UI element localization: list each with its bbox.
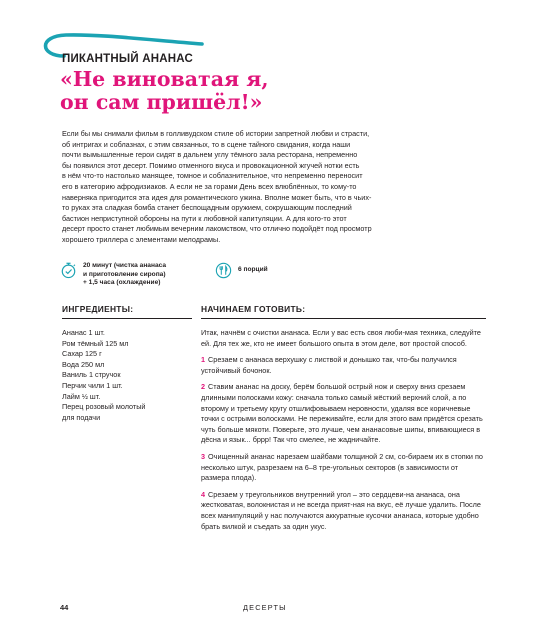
step-text: Срезаем с ананаса верхушку с листвой и донышко так, что-бы получился устойчивый бочонок. [201,355,457,375]
step-text: Срезаем у треугольников внутренний угол – это сердцеви-на ананаса, она жестковатая, волокнистая и не всегда прият-ная на вкус, её лучше удалить. После всех манипуляций у нас получаются аккуратные кусочки ананаса, которые удобно брать вилкой и съедать за один укус. [201,489,481,531]
intro-line: об интригах и соблазнах, с этим связанных, то в сцене тайного свидания, когда наши [62,139,351,149]
method-step [201,490,486,532]
ingredient-item: Лайм ½ шт. [62,391,101,401]
method-step [201,382,486,446]
method-section [201,304,486,538]
cooking-time-text: 20 минут (чистка ананаса и приготовление сиропа) + 1,5 часа (охлаждение) [83,262,167,287]
cooking-time [60,262,166,288]
step-text: Ставим ананас на доску, берём большой острый нож и сверху вниз срезаем длинными полосками кожу: сначала только самый жёсткий верхний слой, а по второму и третьему кругу отшлифовываем неровности, удаляя все коричневые точки с острыми волосками. Не переживайте, если для этого вам придётся срезать чуть больше мякоти. Поверьте, это лучше, чем ананасовые шипы, впивающиеся в дёсна и язык... бррр! Так что смелее, не жадничайте. [201,382,483,445]
step-number: 3 [201,451,206,461]
title-line-2: он сам пришёл!» [60,90,263,114]
ingredient-item: Ром тёмный 125 мл [62,338,129,348]
ingredient-item: Перец розовый молотый для подачи [62,402,146,422]
step-number: 4 [201,489,206,499]
ingredient-item: Ананас 1 шт. [62,328,105,337]
step-number: 1 [201,355,206,365]
intro-paragraph [62,129,482,246]
method-intro: Итак, начнём с очистки ананаса. Если у вас есть своя люби-мая техника, следуйте ей. Для тех же, кто не имеет большого опыта в этом деле, вот простой способ. [201,328,481,348]
intro-line: бастион неприступной обороны на пути к любовной капитуляции. А для кого-то этот [62,213,347,223]
intro-line: десерт просто станет любимым вечерним лакомством, что отлично подойдёт под просмотр [62,224,372,234]
intro-line: бы появился этот десерт. Помимо отменного вкуса и провокационной жгучей нотки есть [62,160,360,170]
intro-line: Если бы мы снимали фильм в голливудском стиле об истории запретной любви и страсти, [62,129,370,138]
step-text: Очищенный ананас нарезаем шайбами толщиной 2 см, со-бираем их в стопки по несколько штук, разрезаем на 6–8 тре-угольных секторов (в зависимости от размера плода). [201,451,483,483]
ingredients-section [62,304,192,423]
method-heading: НАЧИНАЕМ ГОТОВИТЬ: [201,304,486,319]
intro-line: его в категорию афродизиаков. А если не за горами День всех влюблённых, то кому-то [62,181,357,191]
portions [215,262,268,279]
intro-line: наверняка пригодится эта идея для романтического ужина. Вполне может быть, что в чьих- [62,192,372,202]
step-number: 2 [201,382,206,392]
intro-line: почти вымышленные герои сидят в дальнем углу тёмного зала ресторана, непременно [62,150,358,160]
ingredients-heading: ИНГРЕДИЕНТЫ: [62,304,192,319]
recipe-title [60,68,500,114]
fork-knife-icon [215,262,232,279]
page-number: 44 [60,603,69,612]
intro-line: в нём что-то настолько манящее, томное и соблазнительное, что непременно переносит [62,171,363,181]
intro-line: то руках эта сладкая бомба станет беспощадным оружием, сокрушающим последний [62,203,352,213]
portions-text: 6 порций [238,266,268,273]
intro-line: хорошего триллера с элементами мелодрамы. [62,234,221,244]
ingredient-item: Ваниль 1 стручок [62,370,121,380]
title-line-1: «Не виноватая я, [60,67,269,91]
section-name: ДЕСЕРТЫ [243,603,287,612]
method-step [201,355,486,376]
ingredient-item: Перчик чили 1 шт. [62,380,123,390]
recipe-kicker: ПИКАНТНЫЙ АНАНАС [62,53,193,65]
method-step [201,452,486,484]
stopwatch-icon [60,262,77,279]
ingredient-item: Сахар 125 г [62,349,102,359]
ingredient-item: Вода 250 мл [62,359,105,369]
ingredients-list [62,328,192,423]
